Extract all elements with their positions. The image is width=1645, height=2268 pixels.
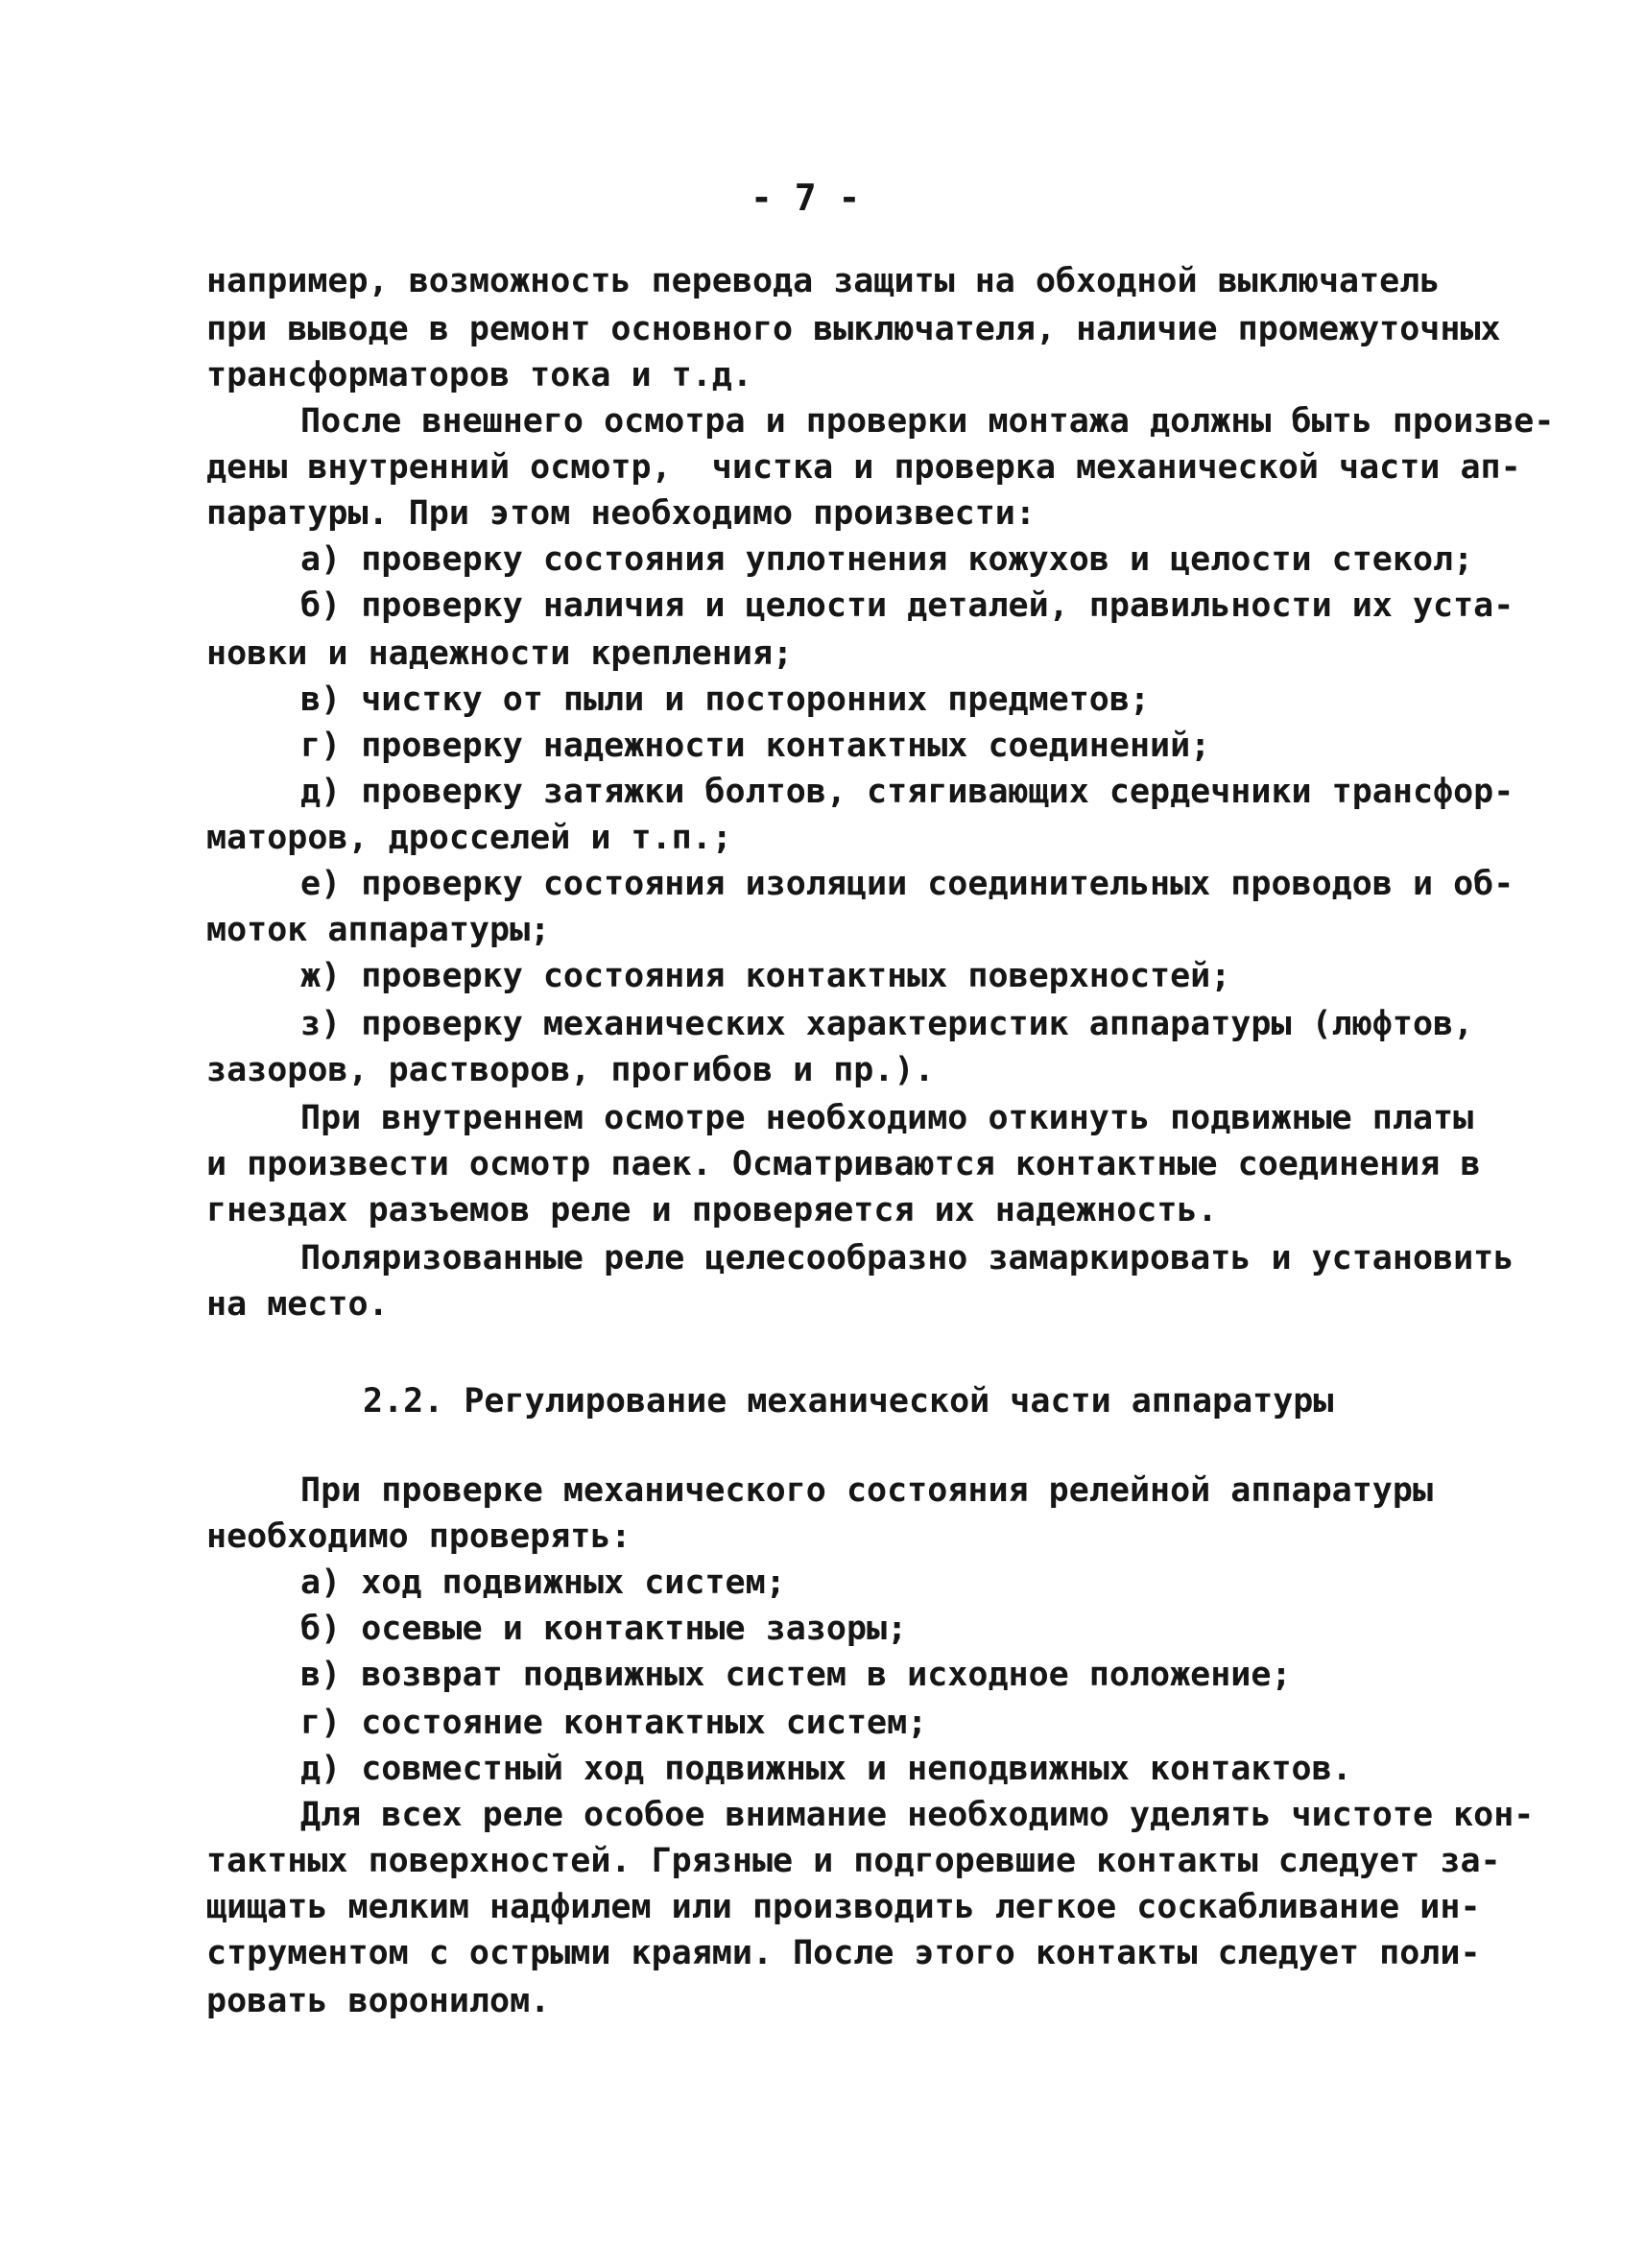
list-item: а) ход подвижных систем; bbox=[300, 1564, 786, 1602]
list-item: з) проверку механических характеристик аппаратуры (люфтов, bbox=[300, 1005, 1474, 1043]
list-item: ж) проверку состояния контактных поверхностей; bbox=[300, 957, 1231, 995]
list-item: д) проверку затяжки болтов, стягивающих сердечники трансфор- bbox=[300, 773, 1514, 811]
text-line: При проверке механического состояния релейной аппаратуры bbox=[300, 1471, 1434, 1510]
list-item: г) проверку надежности контактных соединений; bbox=[300, 727, 1211, 765]
text-line: После внешнего осмотра и проверки монтажа должны быть произве- bbox=[300, 402, 1555, 441]
text-line: ровать воронилом. bbox=[206, 1982, 551, 2020]
text-line: Поляризованные реле целесообразно замаркировать и установить bbox=[300, 1239, 1514, 1277]
text-line: необходимо проверять: bbox=[206, 1517, 632, 1556]
text-line: зазоров, растворов, прогибов и пр.). bbox=[206, 1051, 935, 1089]
list-item: а) проверку состояния уплотнения кожухов и целости стекол; bbox=[300, 540, 1474, 579]
page-number: - 7 - bbox=[751, 177, 861, 219]
text-line: дены внутренний осмотр, чистка и проверка механической части ап- bbox=[206, 448, 1521, 487]
text-line: маторов, дросселей и т.п.; bbox=[206, 819, 732, 857]
text-line: паратуры. При этом необходимо произвести: bbox=[206, 494, 1036, 533]
list-item: г) состояние контактных систем; bbox=[300, 1704, 928, 1742]
text-line: новки и надежности крепления; bbox=[206, 634, 794, 673]
text-line: например, возможность перевода защиты на обходной выключатель bbox=[206, 262, 1441, 300]
list-item: е) проверку состояния изоляции соединительных проводов и об- bbox=[300, 865, 1514, 903]
text-line: трансформаторов тока и т.д. bbox=[206, 356, 752, 394]
text-line: Для всех реле особое внимание необходимо уделять чистоте кон- bbox=[300, 1796, 1535, 1834]
text-line: струментом с острыми краями. После этого контакты следует поли- bbox=[206, 1934, 1481, 1972]
text-line: При внутреннем осмотре необходимо откинуть подвижные платы bbox=[300, 1099, 1474, 1137]
list-item: в) чистку от пыли и посторонних предметов; bbox=[300, 680, 1151, 719]
text-line: и произвести осмотр паек. Осматриваются контактные соединения в bbox=[206, 1145, 1481, 1183]
text-line: щищать мелким надфилем или производить легкое соскабливание ин- bbox=[206, 1888, 1481, 1926]
list-item: б) проверку наличия и целости деталей, правильности их уста- bbox=[300, 586, 1514, 625]
list-item: в) возврат подвижных систем в исходное положение; bbox=[300, 1656, 1292, 1694]
text-line: гнездах разъемов реле и проверяется их надежность. bbox=[206, 1191, 1218, 1229]
text-line: на место. bbox=[206, 1285, 389, 1324]
text-line: при выводе в ремонт основного выключателя, наличие промежуточных bbox=[206, 310, 1501, 348]
text-line: тактных поверхностей. Грязные и подгоревшие контакты следует за- bbox=[206, 1842, 1501, 1880]
text-line: моток аппаратуры; bbox=[206, 911, 551, 949]
list-item: б) осевые и контактные зазоры; bbox=[300, 1610, 908, 1648]
section-heading: 2.2. Регулирование механической части аппаратуры bbox=[363, 1382, 1334, 1420]
list-item: д) совместный ход подвижных и неподвижных контактов. bbox=[300, 1750, 1352, 1788]
